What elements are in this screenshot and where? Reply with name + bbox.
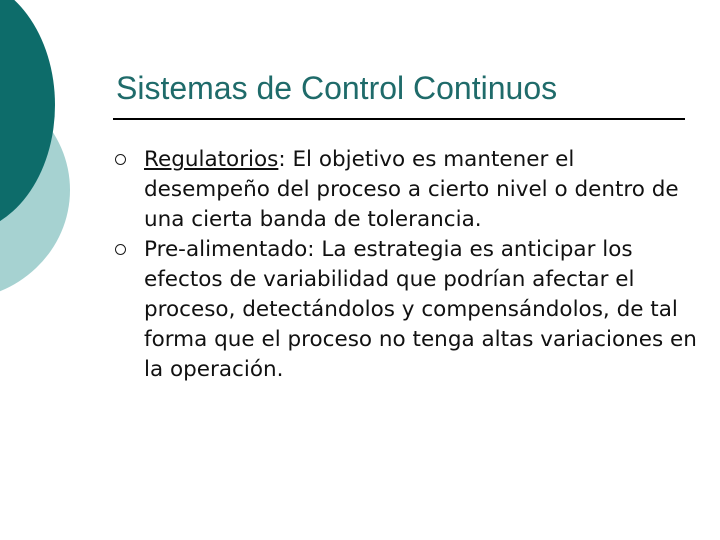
bullet-pre-alimentado [112,235,702,385]
slide-decoration [0,0,120,300]
bullet-text: Pre-alimentado: La estrategia es anticipar los efectos de variabilidad que podrían afectar el proceso, detectándolos y compensándolos, de tal forma que el proceso no tenga altas variaciones en la operación. [144,237,697,382]
bullet-regulatorios [112,145,702,235]
bullet-body: : El objetivo es mantener el desempeño del proceso a cierto nivel o dentro de una cierta banda de tolerancia. [144,147,679,232]
bullet-marker-icon [115,154,126,165]
bullet-list [112,145,702,385]
bullet-term: Regulatorios [144,147,279,172]
title-underline [113,118,685,120]
bullet-marker-icon [115,244,126,255]
slide-title: Sistemas de Control Continuos [116,70,558,106]
bullet-text [144,145,702,235]
